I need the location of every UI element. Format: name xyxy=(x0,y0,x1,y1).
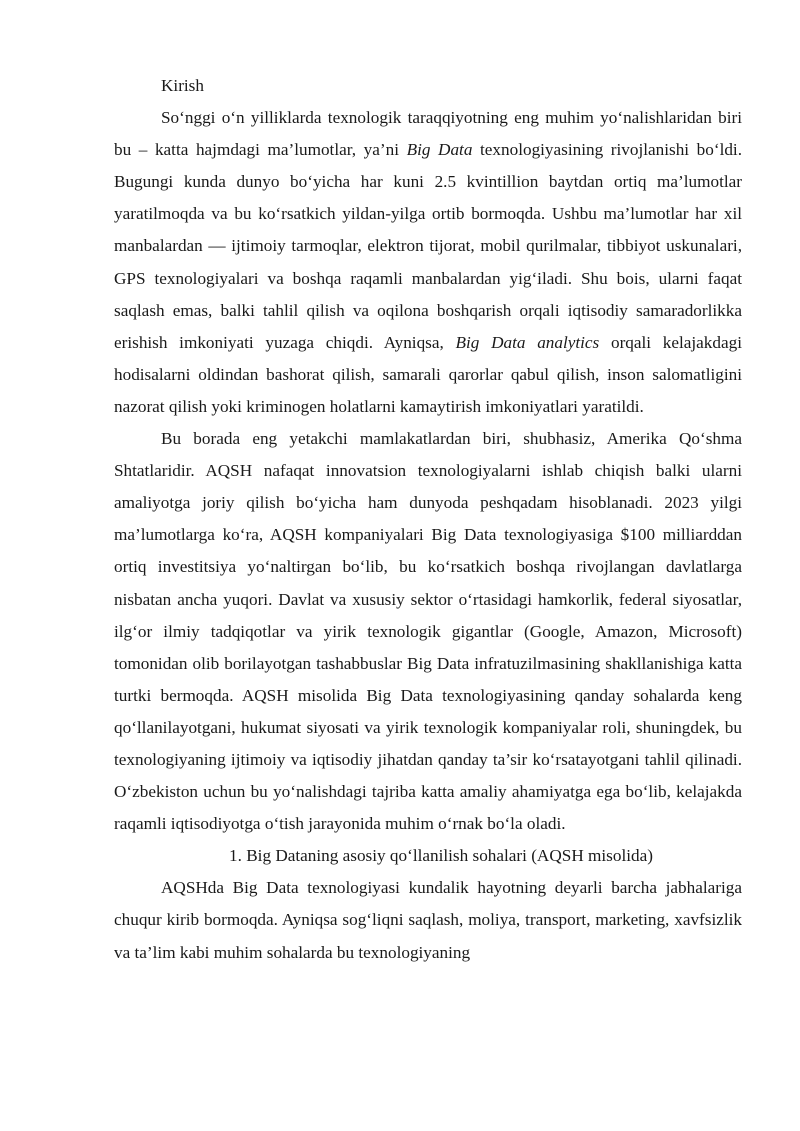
intro-paragraph-text-3: orqali kelajakdagi hodisalarni oldindan bashorat qilish, samarali qarorlar qabul qilish, inson salomatligini nazorat qilish yoki kriminogen holatlarni kamaytirish imkoniyatlari yaratildi. xyxy=(114,332,742,416)
intro-paragraph-text-1: So‘nggi o‘n yilliklarda texnologik taraqqiyotning eng muhim yo‘nalishlaridan biri bu – katta hajmdagi ma’lumotlar, ya’ni xyxy=(114,108,742,160)
section-1-heading: 1. Big Dataning asosiy qo‘llanilish sohalari (AQSH misolida) xyxy=(229,846,653,866)
section-1-paragraph: AQSHda Big Data texnologiyasi kundalik hayotning deyarli barcha jabhalariga chuqur kirib bormoqda. Ayniqsa sog‘liqni saqlash, moliya, transport, marketing, xavfsizlik va ta’lim kabi muhim sohalarda bu texnologiyaning xyxy=(114,878,742,962)
document-body xyxy=(114,70,742,969)
usa-paragraph: Bu borada eng yetakchi mamlakatlardan biri, shubhasiz, Amerika Qo‘shma Shtatlaridir. AQSH nafaqat innovatsion texnologiyalarni ishlab chiqish balki ularni amaliyotga joriy qilish bo‘yicha ham dunyoda peshqadam hisoblanadi. 2023 yilgi ma’lumotlarga ko‘ra, AQSH kompaniyalari Big Data texnologiyasiga $100 milliarddan ortiq investitsiya yo‘naltirgan bo‘lib, bu ko‘rsatkich boshqa rivojlangan davlatlarga nisbatan ancha yuqori. Davlat va xususiy sektor o‘rtasidagi hamkorlik, federal siyosatlar, ilg‘or ilmiy tadqiqotlar va yirik texnologik gigantlar (Google, Amazon, Microsoft) tomonidan olib borilayotgan tashabbuslar Big Data infratuzilmasining shakllanishiga katta turtki bermoqda. AQSH misolida Big Data texnologiyasining qanday sohalarda keng qo‘llanilayotgani, hukumat siyosati va yirik texnologik kompaniyalar roli, shuningdek, bu texnologiyaning ijtimoiy va iqtisodiy jihatdan qanday ta’sir ko‘rsatayotgani tahlil qilinadi. O‘zbekiston uchun bu yo‘nalishdagi tajriba katta amaliy ahamiyatga ega bo‘lib, kelajakda raqamli iqtisodiyotga o‘tish jarayonida muhim o‘rnak bo‘la oladi. xyxy=(114,429,742,834)
big-data-analytics-term: Big Data analytics xyxy=(455,332,600,352)
intro-heading: Kirish xyxy=(161,76,204,95)
intro-paragraph xyxy=(114,102,742,423)
intro-paragraph-text-2: texnologiyasining rivojlanishi bo‘ldi. Bugungi kunda dunyo bo‘yicha har kuni 2.5 kvintillion baytdan ortiq ma’lumotlar yaratilmoqda va bu ko‘rsatkich yildan-yilga ortib bormoqda. Ushbu ma’lumotlar har xil manbalardan — ijtimoiy tarmoqlar, elektron tijorat, mobil qurilmalar, tibbiyot uskunalari, GPS texnologiyalari va boshqa raqamli manbalardan yig‘iladi. Shu bois, ularni faqat saqlash emas, balki tahlil qilish va oqilona boshqarish orqali iqtisodiy samaradorlikka erishish imkoniyati yuzaga chiqdi. Ayniqsa, xyxy=(114,140,743,352)
big-data-term: Big Data xyxy=(406,140,473,160)
